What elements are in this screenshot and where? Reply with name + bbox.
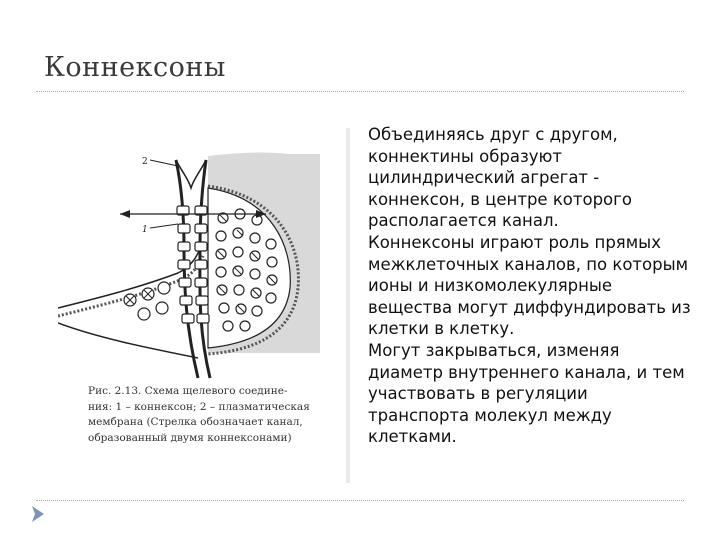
label-2: 2 [142, 157, 148, 167]
slide-title: Коннексоны [44, 52, 226, 83]
caption-line: ния: 1 – коннексон; 2 – плазматическая [88, 400, 310, 413]
label-1: 1 [142, 225, 148, 235]
gap-junction-diagram [58, 148, 328, 388]
title-divider [36, 91, 684, 92]
content-text [368, 124, 693, 448]
paragraph: Коннексоны играют роль прямых межклеточных каналов, по которым ионы и низкомолекулярные вещества могут диффундировать из клетки в клетку. [368, 232, 691, 339]
content-accent-bar [346, 128, 350, 483]
caption-line: мембрана (Стрелка обозначает канал, [88, 416, 303, 428]
caption-line: образованный двумя коннексонами) [88, 431, 292, 444]
paragraph: Объединяясь друг с другом, коннектины образуют цилиндрический агрегат - коннексон, в центре которого располагается канал. [368, 125, 632, 231]
play-arrow-icon[interactable] [30, 504, 46, 524]
caption-line: Рис. 2.13. Схема щелевого соедине- [88, 385, 288, 397]
footer-divider [36, 500, 684, 501]
figure-caption [88, 384, 328, 446]
paragraph: Могут закрываться, изменяя диаметр внутреннего канала, и тем участвовать в регуляции транспорта молекул между клетками. [368, 340, 685, 447]
